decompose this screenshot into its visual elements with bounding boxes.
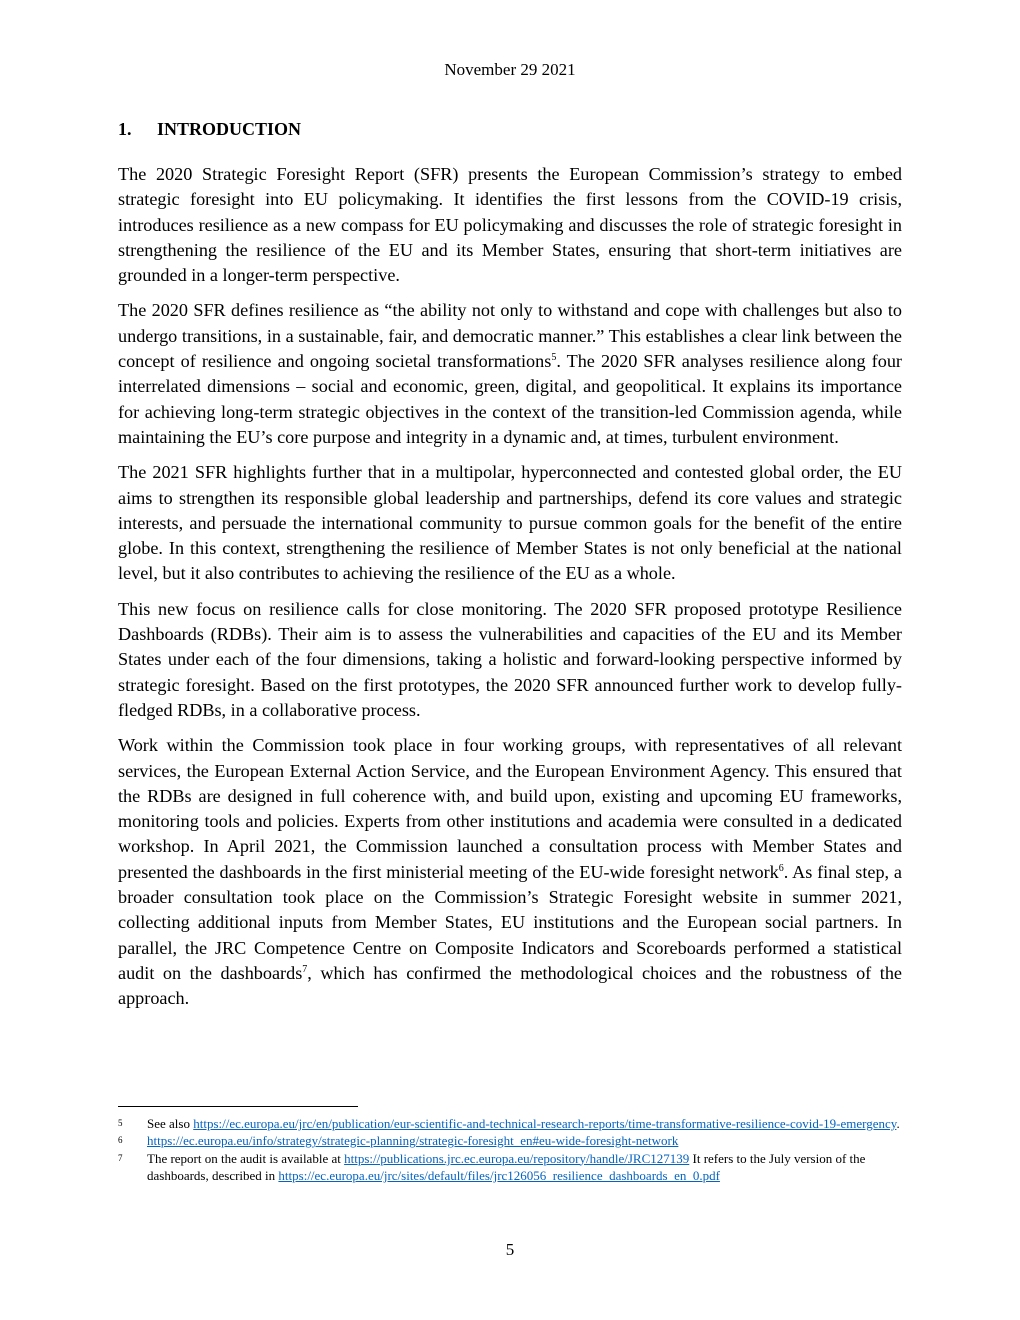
footnote-ref[interactable]: 6 [778, 862, 784, 874]
paragraph: The 2021 SFR highlights further that in a multipolar, hyperconnected and contested global order, the EU aims to strengthen its responsible global leadership and partnerships, defend its core values and strategic interests, and persuade the international community to pursue common goals for the benefit of the entire globe. In this context, strengthening the resilience of Member States is not only beneficial at the national level, but it also contributes to achieving the resilience of the EU as a whole. [118, 462, 902, 584]
footnote-text: The report on the audit is available at [147, 1150, 345, 1166]
paragraph-text: . As final step, a broader consultation took place on the Commission’s Strategic Foresight website in summer 2021, collecting additional inputs from Member States, EU institutions and the European social partners. In parallel, the JRC Competence Centre on Composite Indicators and Scoreboards performed a statistical audit on the dashboards [118, 861, 902, 983]
footnote-link[interactable]: https://publications.jrc.ec.europa.eu/repository/handle/JRC127139 [344, 1150, 690, 1166]
paragraph-text: , which has confirmed the methodological choices and the robustness of the approach. [118, 962, 902, 1009]
footnote-link[interactable]: https://ec.europa.eu/jrc/en/publication/eur-scientific-and-technical-research-reports/time-transformative-resilience-covid-19-emergency [193, 1116, 897, 1131]
paragraph [118, 733, 902, 1011]
footnote-ref[interactable]: 5 [551, 352, 557, 364]
paragraph-text: . The 2020 SFR analyses resilience along four interrelated dimensions – social and economic, green, digital, and geopolitical. It explains its importance for achieving long-term strategic objectives in the context of the transition-led Commission agenda, while maintaining the EU’s core purpose and integrity in a dynamic and, at times, turbulent environment. [118, 351, 902, 447]
paragraph: This new focus on resilience calls for close monitoring. The 2020 SFR proposed prototype Resilience Dashboards (RDBs). Their aim is to assess the vulnerabilities and capacities of the EU and its Member States under each of the four dimensions, taking a holistic and forward-looking perspective informed by strategic foresight. Based on the first prototypes, the 2020 SFR announced further work to develop fully-fledged RDBs, in a collaborative process. [118, 598, 902, 720]
footnote-text: It refers to the July version of the dashboards, described in [147, 1150, 866, 1183]
section-number: 1. [118, 119, 132, 139]
footnote-number: 6 [118, 1135, 123, 1146]
footnote [118, 1150, 902, 1185]
footnote-link[interactable]: https://ec.europa.eu/jrc/sites/default/files/jrc126056_resilience_dashboards_en_0.pdf [278, 1167, 720, 1183]
footnote-text: . [896, 1116, 900, 1131]
footnote-number: 5 [118, 1118, 123, 1128]
paragraph: The 2020 Strategic Foresight Report (SFR) presents the European Commission’s strategy to embed strategic foresight into EU policymaking. It identifies the first lessons from the COVID-19 crisis, introduces resilience as a new compass for EU policymaking and discusses the role of strategic foresight in strengthening the resilience of the EU and its Member States, ensuring that short-term initiatives are grounded in a longer-term perspective. [118, 164, 902, 286]
section-title: INTRODUCTION [157, 119, 302, 139]
paragraph-text: Work within the Commission took place in four working groups, with representatives of all relevant services, the European External Action Service, and the European Environment Agency. This ensured that the RDBs are designed in full coherence with, and build upon, existing and upcoming EU frameworks, monitoring tools and policies. Experts from other institutions and academia were consulted in a dedicated workshop. In April 2021, the Commission launched a consultation process with Member States and presented the dashboards in the first ministerial meeting of the EU-wide foresight network [118, 735, 902, 882]
document-date: November 29 2021 [444, 60, 576, 79]
paragraph [118, 298, 902, 450]
footnote [118, 1115, 902, 1132]
footnote [118, 1132, 902, 1149]
footnote-text: See also [147, 1116, 194, 1131]
footnote-link[interactable]: https://ec.europa.eu/info/strategy/strategic-planning/strategic-foresight_en#eu-wide-foresight-network [147, 1133, 679, 1149]
body-text [118, 162, 902, 1022]
footnote-number: 7 [118, 1152, 123, 1163]
footnotes [118, 1115, 902, 1184]
paragraph-text: The 2020 SFR defines resilience as “the ability not only to withstand and cope with challenges but also to undergo transitions, in a sustainable, fair, and democratic manner.” This establishes a clear link between the concept of resilience and ongoing societal transformations [118, 300, 902, 372]
section-heading [118, 119, 301, 140]
page-number: 5 [505, 1240, 515, 1259]
footnote-separator [118, 1106, 358, 1107]
footnote-ref[interactable]: 7 [302, 963, 308, 975]
